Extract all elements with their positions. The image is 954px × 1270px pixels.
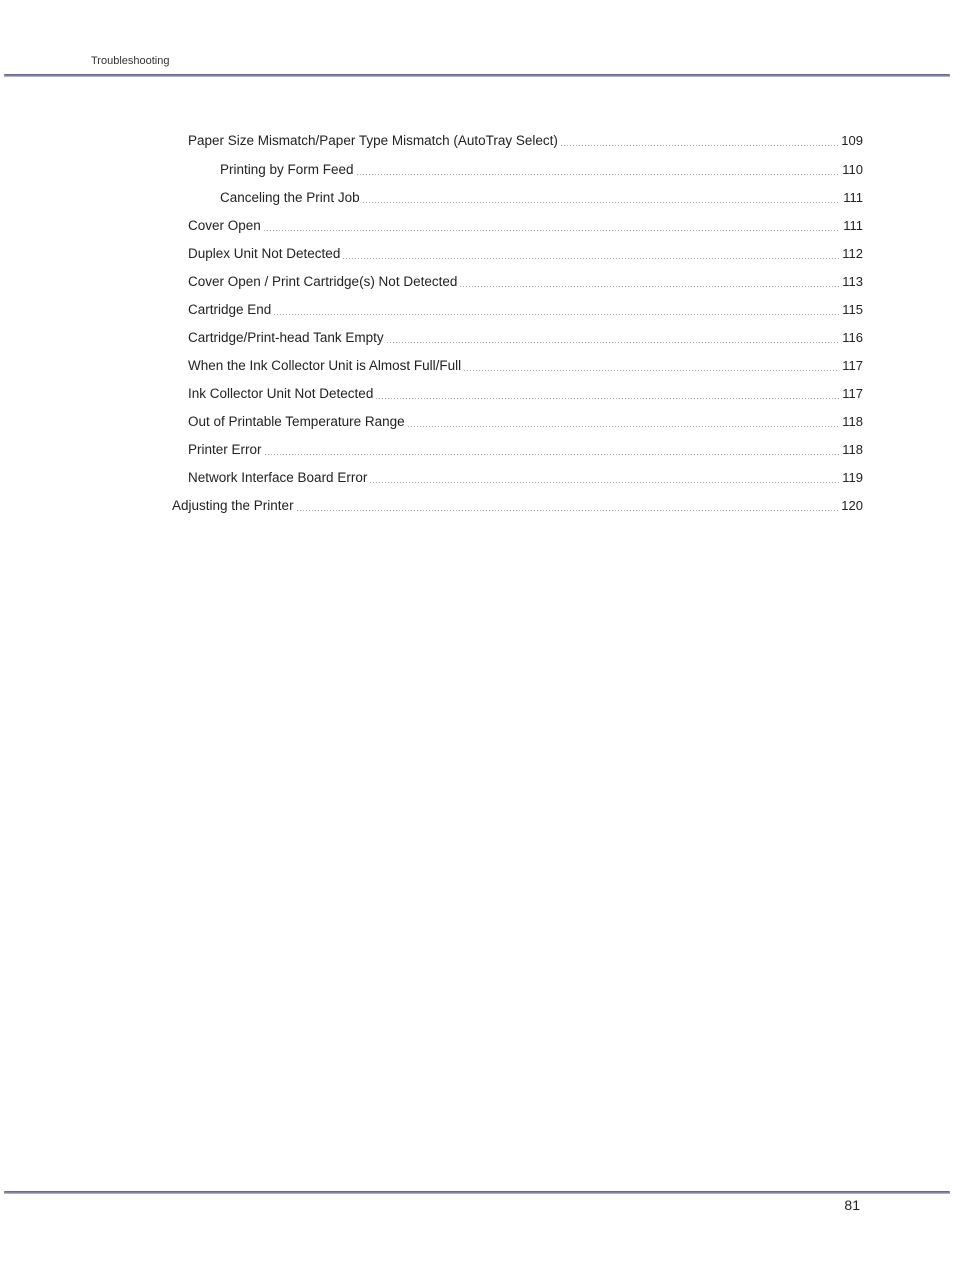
toc-entry-title: When the Ink Collector Unit is Almost Full/Full: [188, 358, 462, 373]
toc-leader-dots: [342, 258, 839, 259]
toc-entry-title: Adjusting the Printer: [172, 498, 294, 513]
toc-entry-title: Canceling the Print Job: [220, 190, 360, 205]
footer-rule: [4, 1191, 950, 1194]
toc-entry[interactable]: [188, 413, 863, 431]
toc-leader-dots: [356, 174, 839, 175]
toc-entry-title: Cartridge/Print-head Tank Empty: [188, 330, 384, 345]
toc-entry-title: Printer Error: [188, 442, 262, 457]
toc-entry[interactable]: [188, 273, 863, 291]
toc-entry-title: Out of Printable Temperature Range: [188, 414, 405, 429]
toc-leader-dots: [375, 398, 839, 399]
toc-entry-page: 117: [842, 358, 863, 373]
toc-entry[interactable]: [220, 189, 863, 207]
toc-entry[interactable]: [188, 217, 863, 235]
toc-entry-title: Paper Size Mismatch/Paper Type Mismatch (AutoTray Select): [188, 133, 558, 148]
toc-entry-title: Network Interface Board Error: [188, 470, 368, 485]
toc-entry[interactable]: [188, 441, 863, 459]
running-header: Troubleshooting: [91, 55, 170, 67]
header-rule: [4, 74, 950, 77]
toc-entry[interactable]: [220, 161, 863, 179]
toc-leader-dots: [369, 482, 839, 483]
toc-leader-dots: [362, 202, 839, 203]
toc-leader-dots: [459, 286, 839, 287]
toc-entry-title: Cover Open / Print Cartridge(s) Not Detected: [188, 274, 458, 289]
toc-leader-dots: [386, 342, 839, 343]
toc-leader-dots: [560, 145, 839, 146]
toc-entry[interactable]: [188, 301, 863, 319]
toc-entry[interactable]: [188, 469, 863, 487]
page-number: 81: [844, 1197, 860, 1213]
toc-entry-page: 116: [842, 330, 863, 345]
toc-entry-page: 113: [842, 274, 863, 289]
toc-entry-title: Printing by Form Feed: [220, 162, 354, 177]
toc-entry-page: 110: [842, 162, 863, 177]
toc-entry-page: 118: [842, 442, 863, 457]
toc-leader-dots: [273, 314, 839, 315]
toc-entry-page: 119: [842, 470, 863, 485]
toc-entry[interactable]: [188, 385, 863, 403]
toc-entry-page: 111: [843, 190, 863, 205]
toc-entry-page: 111: [843, 218, 863, 233]
toc-entry-page: 115: [842, 302, 863, 317]
toc-entry[interactable]: [188, 357, 863, 375]
toc-leader-dots: [407, 426, 839, 427]
toc-entry-title: Cover Open: [188, 218, 261, 233]
toc-entry[interactable]: [188, 245, 863, 263]
toc-entry-title: Cartridge End: [188, 302, 272, 317]
toc-leader-dots: [463, 370, 839, 371]
toc-entry-page: 112: [842, 246, 863, 261]
toc-entry-page: 120: [841, 498, 863, 513]
toc-entry[interactable]: [188, 329, 863, 347]
toc-entry-title: Duplex Unit Not Detected: [188, 246, 341, 261]
toc-entry[interactable]: [172, 497, 863, 515]
toc-entry-title: Ink Collector Unit Not Detected: [188, 386, 374, 401]
toc-entry-page: 117: [842, 386, 863, 401]
toc-leader-dots: [264, 454, 839, 455]
toc-leader-dots: [263, 230, 839, 231]
toc-entry-page: 118: [842, 414, 863, 429]
toc-leader-dots: [296, 510, 839, 511]
toc-entry-page: 109: [841, 133, 863, 148]
toc-entry[interactable]: [188, 132, 863, 150]
